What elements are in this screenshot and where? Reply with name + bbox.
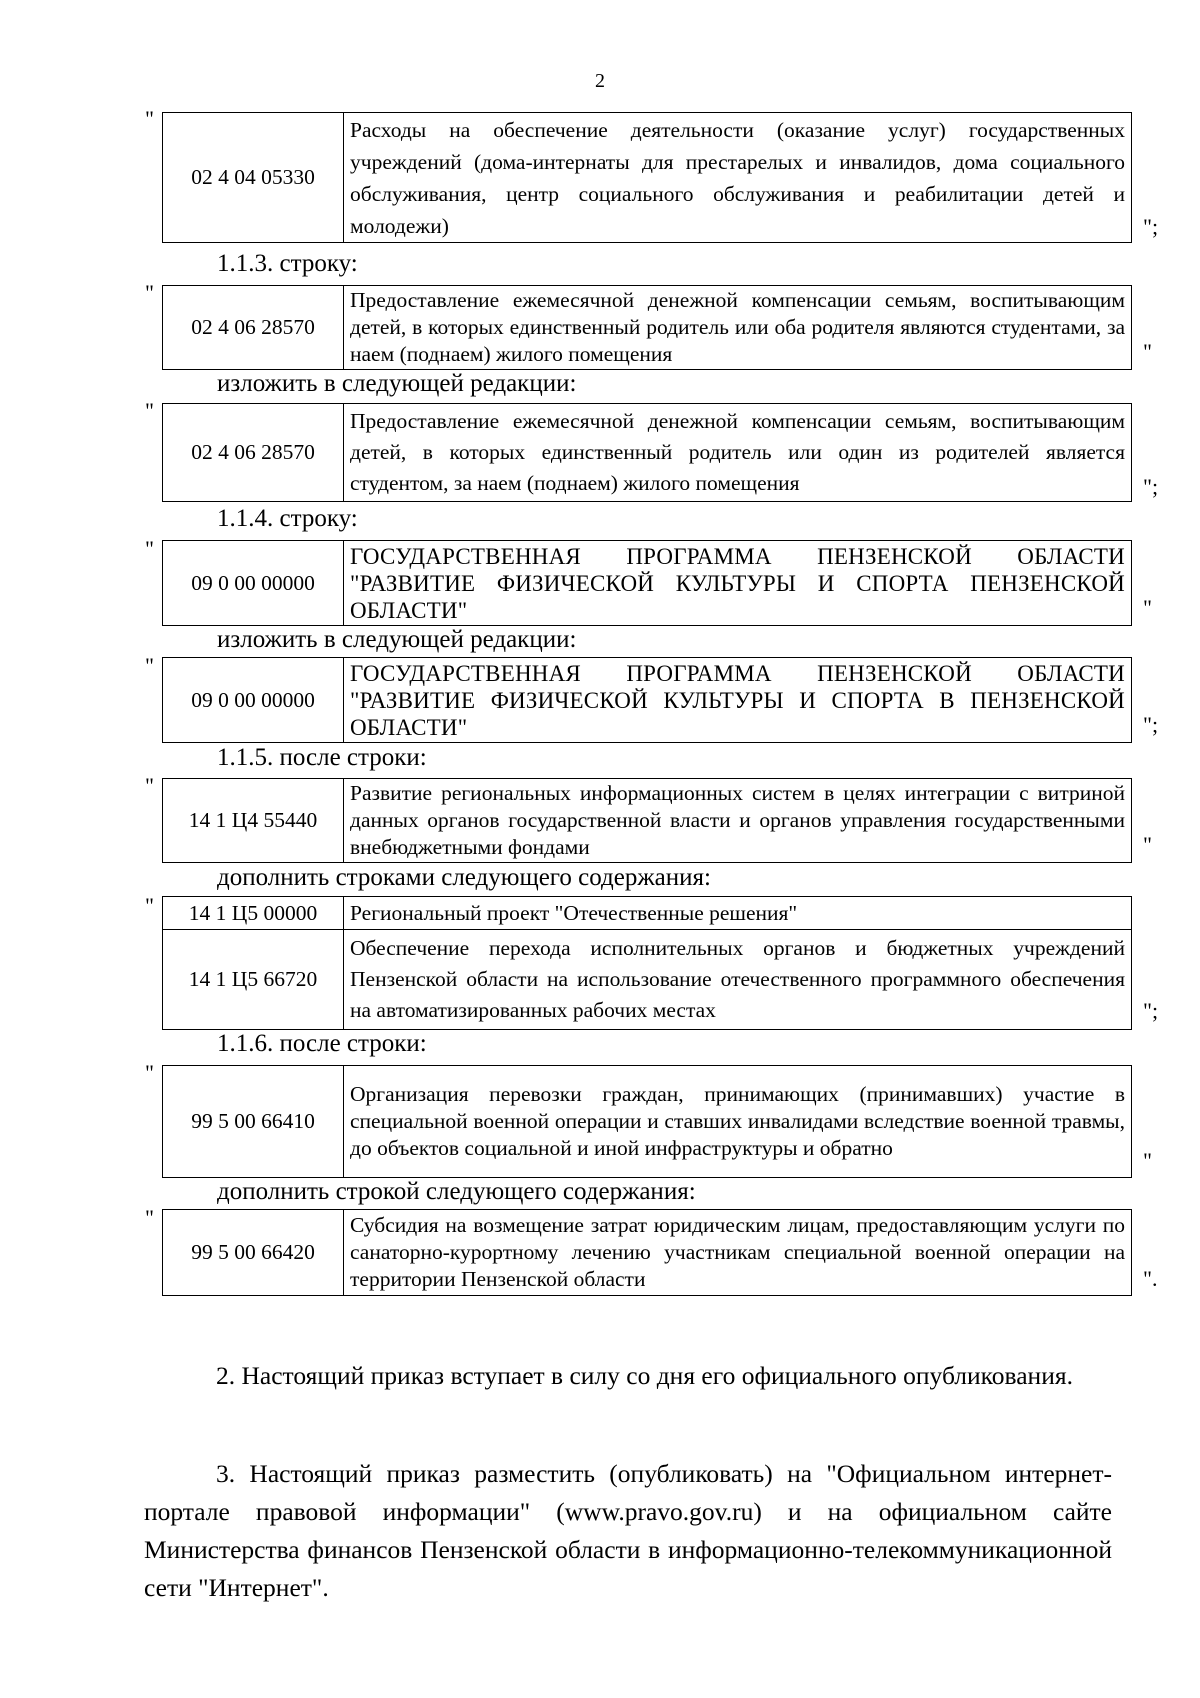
- open-quote: ": [145, 653, 154, 678]
- section-heading: дополнить строками следующего содержания:: [217, 864, 711, 891]
- budget-description: Предоставление ежемесячной денежной компенсации семьям, воспитывающим детей, в которых единственный родитель или оба родителя являются студентами, за наем (поднаем) жилого помещения: [344, 286, 1132, 370]
- budget-row-table: [162, 285, 1132, 370]
- budget-description: Субсидия на возмещение затрат юридическим лицам, предоставляющим услуги по санаторно-курортному лечению участникам специальной военной операции на территории Пензенской области: [344, 1210, 1132, 1296]
- budget-row-table: [162, 1209, 1132, 1296]
- budget-code: 02 4 06 28570: [163, 286, 344, 370]
- budget-description: ГОСУДАРСТВЕННАЯ ПРОГРАММА ПЕНЗЕНСКОЙ ОБЛАСТИ "РАЗВИТИЕ ФИЗИЧЕСКОЙ КУЛЬТУРЫ И СПОРТА ПЕНЗЕНСКОЙ ОБЛАСТИ": [344, 541, 1132, 626]
- budget-code: 14 1 Ц5 66720: [163, 930, 344, 1030]
- close-quote: ";: [1143, 712, 1159, 737]
- budget-code: 09 0 00 00000: [163, 658, 344, 743]
- section-heading: изложить в следующей редакции:: [217, 370, 577, 397]
- budget-description: ГОСУДАРСТВЕННАЯ ПРОГРАММА ПЕНЗЕНСКОЙ ОБЛАСТИ "РАЗВИТИЕ ФИЗИЧЕСКОЙ КУЛЬТУРЫ И СПОРТА В ПЕНЗЕНСКОЙ ОБЛАСТИ": [344, 658, 1132, 743]
- budget-code: 99 5 00 66410: [163, 1066, 344, 1178]
- open-quote: ": [145, 1060, 154, 1085]
- section-heading: 1.1.3. строку:: [217, 250, 358, 277]
- paragraph-text: 3. Настоящий приказ разместить (опубликовать) на "Официальном интернет-портале правовой информации" (www.pravo.gov.ru) и на официальном сайте Министерства финансов Пензенской области в информационно-телекоммуникационной сети "Интернет".: [144, 1459, 1112, 1602]
- budget-row-table: [162, 112, 1132, 243]
- open-quote: ": [145, 893, 154, 918]
- paragraph-2: [144, 1357, 1112, 1395]
- close-quote: ";: [1143, 214, 1159, 239]
- section-heading: 1.1.5. после строки:: [217, 744, 427, 771]
- budget-code: 02 4 06 28570: [163, 404, 344, 502]
- budget-row-table: [162, 540, 1132, 626]
- budget-code: 09 0 00 00000: [163, 541, 344, 626]
- section-heading: изложить в следующей редакции:: [217, 626, 577, 653]
- budget-description: Обеспечение перехода исполнительных органов и бюджетных учреждений Пензенской области на использование отечественного программного обеспечения на автоматизированных рабочих местах: [344, 930, 1132, 1030]
- budget-description: Предоставление ежемесячной денежной компенсации семьям, воспитывающим детей, в которых единственный родитель или один из родителей является студентом, за наем (поднаем) жилого помещения: [344, 404, 1132, 502]
- open-quote: ": [145, 398, 154, 423]
- table-row: [163, 930, 1132, 1030]
- close-quote: ": [1143, 832, 1152, 857]
- open-quote: ": [145, 536, 154, 561]
- budget-description: Организация перевозки граждан, принимающих (принимавших) участие в специальной военной операции и ставших инвалидами вследствие военной травмы, до объектов социальной и иной инфраструктуры и обратно: [344, 1066, 1132, 1178]
- budget-row-table: [162, 778, 1132, 863]
- budget-code: 02 4 04 05330: [163, 113, 344, 243]
- paragraph-3: [144, 1455, 1112, 1607]
- budget-row-table: [162, 657, 1132, 743]
- budget-code: 14 1 Ц4 55440: [163, 779, 344, 863]
- paragraph-text: 2. Настоящий приказ вступает в силу со дня его официального опубликования.: [216, 1361, 1073, 1390]
- close-quote: ": [1143, 1148, 1152, 1173]
- close-quote: ";: [1143, 474, 1159, 499]
- close-quote: ": [1143, 339, 1152, 364]
- table-row: [163, 897, 1132, 930]
- budget-description: Развитие региональных информационных систем в целях интеграции с витриной данных органов государственной власти и органов управления государственными внебюджетными фондами: [344, 779, 1132, 863]
- close-quote: ": [1143, 595, 1152, 620]
- section-heading: 1.1.4. строку:: [217, 505, 358, 532]
- budget-row-table: [162, 896, 1132, 1030]
- open-quote: ": [145, 106, 154, 131]
- section-heading: дополнить строкой следующего содержания:: [217, 1178, 696, 1205]
- close-quote: ".: [1143, 1266, 1158, 1291]
- close-quote: ";: [1143, 998, 1159, 1023]
- budget-row-table: [162, 1065, 1132, 1178]
- budget-code: 14 1 Ц5 00000: [163, 897, 344, 930]
- open-quote: ": [145, 773, 154, 798]
- budget-description: Региональный проект "Отечественные решения": [344, 897, 1132, 930]
- open-quote: ": [145, 1205, 154, 1230]
- open-quote: ": [145, 280, 154, 305]
- budget-row-table: [162, 403, 1132, 502]
- section-heading: 1.1.6. после строки:: [217, 1030, 427, 1057]
- budget-description: Расходы на обеспечение деятельности (оказание услуг) государственных учреждений (дома-интернаты для престарелых и инвалидов, дома социального обслуживания, центр социального обслуживания и реабилитации детей и молодежи): [344, 113, 1132, 243]
- page-number: 2: [595, 70, 605, 92]
- budget-code: 99 5 00 66420: [163, 1210, 344, 1296]
